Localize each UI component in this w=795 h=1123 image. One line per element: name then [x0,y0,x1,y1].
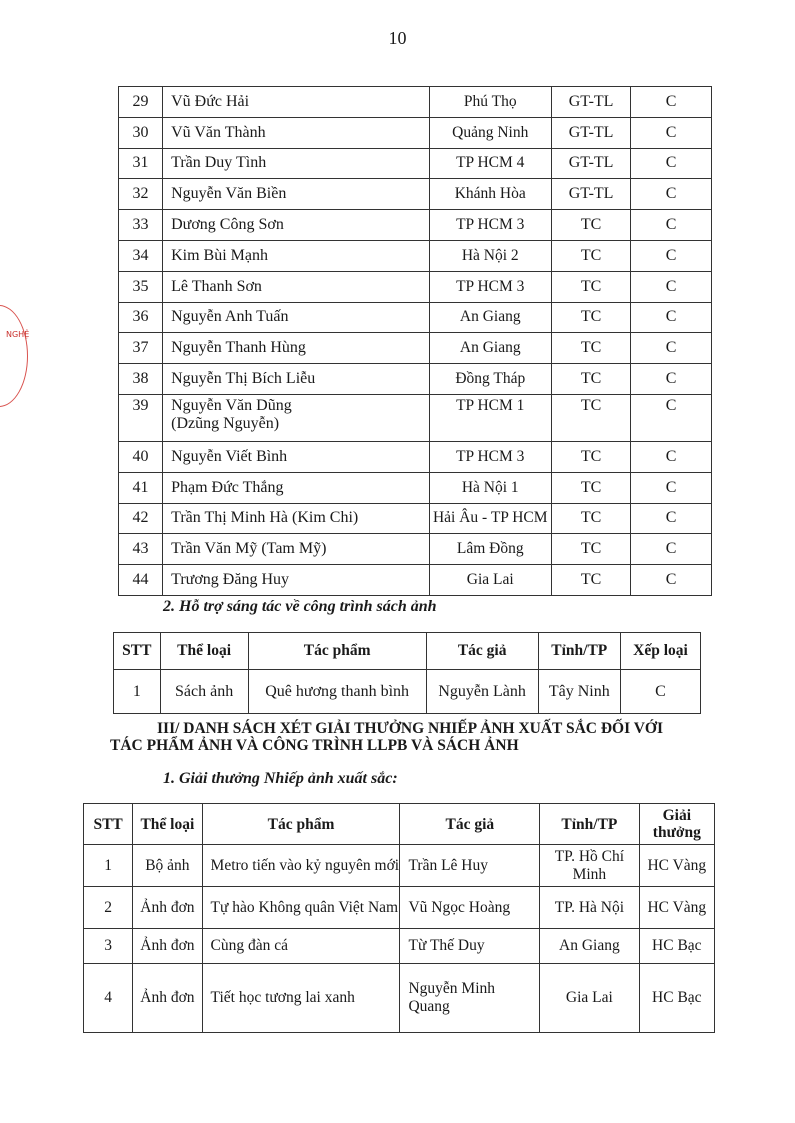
table-row [119,179,712,210]
table-row [119,565,712,596]
cell-province: Đồng Tháp [429,364,551,395]
cell-province: An Giang [429,333,551,364]
cell-category: TC [551,240,630,271]
cell-grade: C [631,534,712,565]
cell-province: TP HCM 3 [429,271,551,302]
cell-province: TP HCM 4 [429,148,551,179]
header-type: Thể loại [160,633,248,670]
cell-grade: C [631,117,712,148]
cell-grade: C [631,271,712,302]
cell-province: Phú Thọ [429,87,551,118]
table-row [114,670,701,714]
cell-award: HC Vàng [639,845,714,887]
table-row [84,929,715,964]
cell-name: Kim Bùi Mạnh [163,240,429,271]
cell-category: GT-TL [551,87,630,118]
cell-grade: C [631,364,712,395]
cell-author: Vũ Ngọc Hoàng [400,887,540,929]
section3-heading-line2: TÁC PHẨM ẢNH VÀ CÔNG TRÌNH LLPB VÀ SÁCH ẢNH [110,737,519,754]
cell-name: Vũ Đức Hải [163,87,429,118]
table-row [84,887,715,929]
cell-province: Hải Âu - TP HCM [429,503,551,534]
table-row [119,472,712,503]
cell-category: TC [551,503,630,534]
cell-province: An Giang [540,929,639,964]
section3-subtitle: 1. Giải thưởng Nhiếp ảnh xuất sắc: [163,770,398,787]
cell-province: Gia Lai [429,565,551,596]
cell-award: HC Bạc [639,964,714,1033]
cell-province: TP HCM 3 [429,441,551,472]
cell-stt: 37 [119,333,163,364]
cell-stt: 43 [119,534,163,565]
cell-province: Khánh Hòa [429,179,551,210]
cell-name: Trần Duy Tình [163,148,429,179]
cell-stt: 39 [119,394,163,441]
cell-grade: C [631,87,712,118]
excellent-photo-awards-table [83,803,715,1033]
header-award: Giải thưởng [639,804,714,845]
cell-category: TC [551,565,630,596]
cell-stt: 2 [84,887,133,929]
header-stt: STT [84,804,133,845]
cell-type: Bộ ảnh [133,845,202,887]
cell-stt: 4 [84,964,133,1033]
cell-category: TC [551,302,630,333]
cell-grade: C [631,148,712,179]
stamp-text: NGHỆ [6,330,30,339]
cell-type: Ảnh đơn [133,887,202,929]
stamp-seal [0,305,28,407]
cell-name: Vũ Văn Thành [163,117,429,148]
cell-name: Dương Công Sơn [163,210,429,241]
table-row [119,333,712,364]
cell-province: TP HCM 1 [429,394,551,441]
cell-stt: 38 [119,364,163,395]
awards-table-continued [118,86,712,596]
table-row [119,302,712,333]
cell-grade: C [631,472,712,503]
cell-type: Sách ảnh [160,670,248,714]
cell-stt: 42 [119,503,163,534]
cell-award: HC Vàng [639,887,714,929]
cell-name: Nguyễn Văn Biền [163,179,429,210]
cell-grade: C [621,670,701,714]
cell-name: Nguyễn Thanh Hùng [163,333,429,364]
cell-grade: C [631,333,712,364]
cell-grade: C [631,503,712,534]
header-province: Tỉnh/TP [538,633,620,670]
cell-stt: 36 [119,302,163,333]
cell-stt: 41 [119,472,163,503]
section3-heading-line1: III/ DANH SÁCH XÉT GIẢI THƯỞNG NHIẾP ẢNH XUẤT SẮC ĐỐI VỚI [157,720,663,737]
cell-work: Tiết học tương lai xanh [202,964,400,1033]
section2-title: 2. Hỗ trợ sáng tác về công trình sách ảnh [163,598,437,615]
cell-stt: 34 [119,240,163,271]
table-row [119,534,712,565]
cell-category: GT-TL [551,148,630,179]
table-row [119,441,712,472]
cell-name-line1: Nguyễn Văn Dũng [171,396,292,414]
table-header-row [84,804,715,845]
header-author: Tác giả [400,804,540,845]
cell-award: HC Bạc [639,929,714,964]
cell-category: GT-TL [551,117,630,148]
header-type: Thể loại [133,804,202,845]
cell-province: An Giang [429,302,551,333]
cell-category: TC [551,534,630,565]
cell-name: Nguyễn Viết Bình [163,441,429,472]
table-row [84,845,715,887]
cell-author: Từ Thế Duy [400,929,540,964]
cell-name: Trần Thị Minh Hà (Kim Chi) [163,503,429,534]
cell-grade: C [631,394,712,441]
table-row [119,394,712,441]
cell-stt: 32 [119,179,163,210]
table-header-row [114,633,701,670]
cell-stt: 31 [119,148,163,179]
photo-book-table [113,632,701,714]
cell-author: Trần Lê Huy [400,845,540,887]
cell-category: TC [551,210,630,241]
table-row [119,364,712,395]
cell-name: Phạm Đức Thắng [163,472,429,503]
cell-category: TC [551,364,630,395]
header-province: Tỉnh/TP [540,804,639,845]
header-work: Tác phẩm [202,804,400,845]
cell-work: Metro tiến vào kỷ nguyên mới [202,845,400,887]
cell-stt: 44 [119,565,163,596]
table-row [84,964,715,1033]
cell-work: Quê hương thanh bình [248,670,426,714]
header-work: Tác phẩm [248,633,426,670]
cell-grade: C [631,179,712,210]
cell-category: TC [551,472,630,503]
cell-work: Cùng đàn cá [202,929,400,964]
cell-stt: 35 [119,271,163,302]
table-row [119,503,712,534]
cell-name: Trương Đăng Huy [163,565,429,596]
cell-type: Ảnh đơn [133,929,202,964]
header-author: Tác giả [426,633,538,670]
cell-province: Lâm Đồng [429,534,551,565]
cell-category: TC [551,271,630,302]
table-row [119,210,712,241]
header-grade: Xếp loại [621,633,701,670]
cell-grade: C [631,302,712,333]
cell-type: Ảnh đơn [133,964,202,1033]
table-row [119,271,712,302]
page-number: 10 [388,28,407,48]
cell-stt: 1 [84,845,133,887]
cell-stt: 3 [84,929,133,964]
cell-name: Nguyễn Anh Tuấn [163,302,429,333]
cell-stt: 33 [119,210,163,241]
cell-grade: C [631,240,712,271]
cell-province: Hà Nội 2 [429,240,551,271]
cell-province: TP HCM 3 [429,210,551,241]
cell-province: Hà Nội 1 [429,472,551,503]
cell-author: Nguyễn Minh Quang [400,964,540,1033]
cell-grade: C [631,210,712,241]
cell-province: Gia Lai [540,964,639,1033]
cell-name: Nguyễn Thị Bích Liễu [163,364,429,395]
table-row [119,240,712,271]
cell-category: TC [551,441,630,472]
cell-stt: 29 [119,87,163,118]
table-row [119,117,712,148]
cell-grade: C [631,441,712,472]
cell-name [163,394,429,441]
cell-name: Lê Thanh Sơn [163,271,429,302]
header-stt: STT [114,633,161,670]
cell-work: Tự hào Không quân Việt Nam [202,887,400,929]
cell-grade: C [631,565,712,596]
cell-author: Nguyễn Lành [426,670,538,714]
table-row [119,87,712,118]
cell-province: TP. Hồ Chí Minh [540,845,639,887]
cell-stt: 40 [119,441,163,472]
cell-category: TC [551,394,630,441]
cell-stt: 30 [119,117,163,148]
cell-province: Quảng Ninh [429,117,551,148]
cell-stt: 1 [114,670,161,714]
cell-name-line2: (Dzũng Nguyễn) [171,414,280,432]
cell-category: GT-TL [551,179,630,210]
cell-category: TC [551,333,630,364]
section3-heading [110,720,710,754]
cell-province: Tây Ninh [538,670,620,714]
cell-province: TP. Hà Nội [540,887,639,929]
cell-name: Trần Văn Mỹ (Tam Mỹ) [163,534,429,565]
table-row [119,148,712,179]
